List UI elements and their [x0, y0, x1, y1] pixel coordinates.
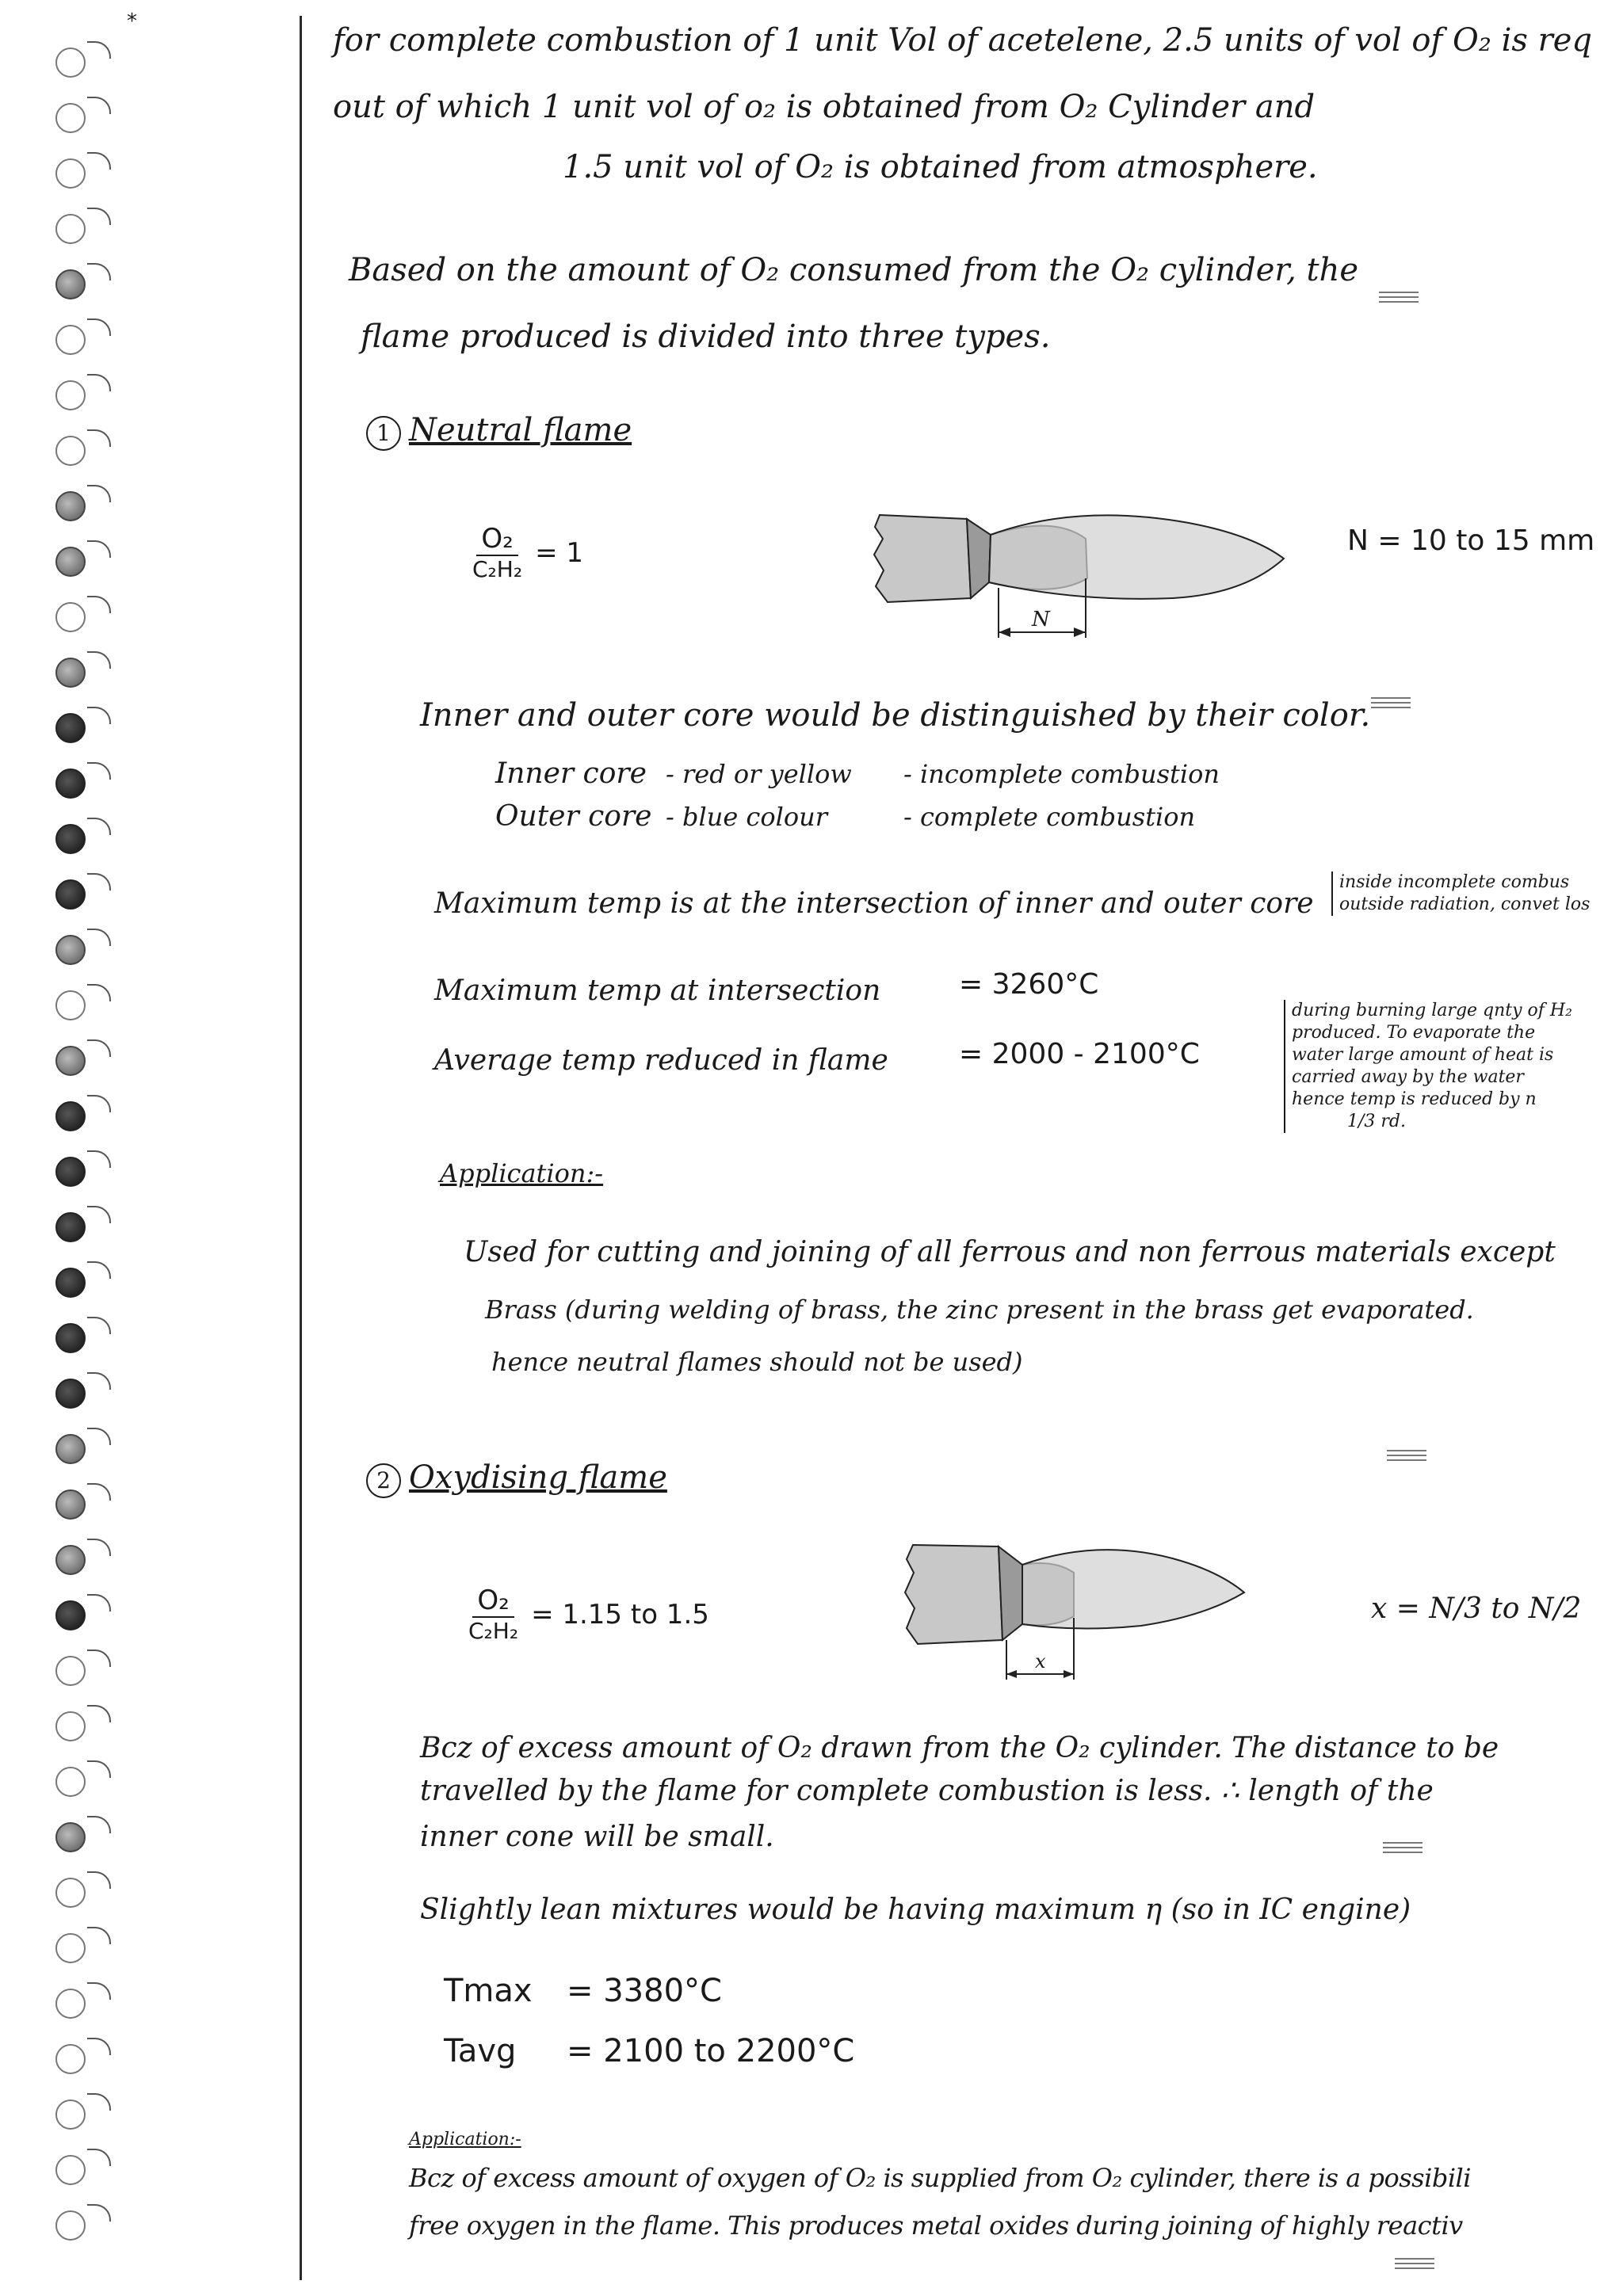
- binding-hook: [87, 1317, 111, 1334]
- binding-hook: [87, 208, 111, 225]
- oxidising-app-label: Application:-: [409, 2130, 521, 2149]
- outer-core-note: - complete combustion: [903, 802, 1196, 832]
- binding-hole: [55, 48, 86, 78]
- core-line: Inner and outer core would be distinguished by their color.: [420, 697, 1371, 734]
- oxidising-line-1: Bcz of excess amount of O₂ drawn from the O₂ cylinder. The distance to be: [420, 1732, 1499, 1764]
- binding-hook: [87, 1039, 111, 1057]
- bracket-note-line: 1/3 rd.: [1347, 1112, 1406, 1131]
- oxidising-line-3: inner cone will be small.: [420, 1821, 774, 1853]
- neutral-title: Neutral flame: [409, 412, 632, 448]
- neutral-app-line-2: Brass (during welding of brass, the zinc present in the brass get evaporated.: [485, 1295, 1474, 1325]
- binding-hook: [87, 1594, 111, 1611]
- binding-hook: [87, 1261, 111, 1279]
- intro-line-2: out of which 1 unit vol of o₂ is obtained from O₂ Cylinder and: [333, 89, 1316, 125]
- maxtemp-label: Maximum temp at intersection: [434, 974, 881, 1007]
- binding-hook: [87, 1927, 111, 1944]
- neutral-ratio: [468, 523, 583, 582]
- avgtemp-label: Average temp reduced in flame: [434, 1044, 888, 1077]
- oxidising-heading: [366, 1459, 667, 1498]
- binding-hook: [87, 374, 111, 391]
- binding-hole: [55, 990, 86, 1020]
- binding-hole: [55, 1933, 86, 1963]
- binding-hole: [55, 214, 86, 244]
- binding-hook: [87, 1760, 111, 1778]
- oxidising-title: Oxydising flame: [409, 1459, 667, 1496]
- neutral-app-line-1: Used for cutting and joining of all ferrous and non ferrous materials except: [464, 1236, 1556, 1268]
- neutral-heading: [366, 412, 632, 451]
- oxidising-line-2: travelled by the flame for complete combustion is less. ∴ length of the: [420, 1775, 1434, 1807]
- binding-hole: [55, 713, 86, 743]
- binding-hole: [55, 935, 86, 965]
- oxidising-flame-sketch: [903, 1529, 1268, 1688]
- tmax-value: = 3380°C: [567, 1973, 722, 2009]
- binding-hook: [87, 1095, 111, 1112]
- inner-core-note: - incomplete combustion: [903, 759, 1220, 789]
- side-note-2: outside radiation, convet los: [1339, 894, 1591, 914]
- margin-tick: [1387, 1450, 1426, 1469]
- binding-hook: [87, 1539, 111, 1556]
- binding-hole: [55, 824, 86, 854]
- maxtemp-value: = 3260°C: [959, 968, 1099, 1001]
- binding-hole: [55, 602, 86, 632]
- neutral-ratio-num: O₂: [476, 523, 517, 556]
- intro-line-3: 1.5 unit vol of O₂ is obtained from atmosphere.: [563, 149, 1318, 185]
- binding-hole: [55, 1323, 86, 1353]
- binding-hole: [55, 436, 86, 466]
- binding-hole: [55, 269, 86, 299]
- bracket-note-line: hence temp is reduced by n: [1292, 1089, 1537, 1109]
- binding-hole: [55, 325, 86, 355]
- inner-core-color: - red or yellow: [666, 759, 852, 789]
- binding-hole: [55, 2210, 86, 2241]
- binding-hook: [87, 2093, 111, 2111]
- binding-hook: [87, 2204, 111, 2222]
- binding-hole: [55, 1268, 86, 1298]
- binding-hook: [87, 929, 111, 946]
- binding-hook: [87, 596, 111, 613]
- binding-hole: [55, 2155, 86, 2185]
- binding-hook: [87, 540, 111, 558]
- binding-hook: [87, 263, 111, 280]
- binding-hole: [55, 879, 86, 910]
- binding-hook: [87, 651, 111, 669]
- binding-hook: [87, 41, 111, 59]
- neutral-dim-label: N: [1032, 608, 1050, 631]
- binding-hole: [55, 1656, 86, 1686]
- binding-hook: [87, 1372, 111, 1390]
- binding-hook: [87, 1150, 111, 1168]
- binding-hole: [55, 380, 86, 410]
- binding-hook: [87, 1982, 111, 2000]
- oxidising-dim-text: x = N/3 to N/2: [1371, 1592, 1582, 1625]
- binding-hole: [55, 658, 86, 688]
- maxtemp-line: Maximum temp is at the intersection of inner and outer core: [434, 887, 1314, 920]
- binding-hook: [87, 485, 111, 502]
- bracket-note-line: during burning large qnty of H₂: [1292, 1001, 1572, 1020]
- binding-hook: [87, 318, 111, 336]
- binding-hole: [55, 158, 86, 189]
- binding-hook: [87, 1483, 111, 1501]
- margin-line: [300, 16, 302, 2280]
- binding-hole: [55, 491, 86, 521]
- tmax-label: Tmax: [444, 1973, 533, 2009]
- neutral-app-label: Application:-: [440, 1158, 604, 1188]
- binding-hook: [87, 429, 111, 447]
- margin-tick: [1383, 1842, 1423, 1861]
- binding-hole: [55, 103, 86, 133]
- binding-hole: [55, 1046, 86, 1076]
- oxidising-ratio-den: C₂H₂: [468, 1618, 519, 1644]
- binding-hook: [87, 2038, 111, 2055]
- binding-hole: [55, 1489, 86, 1520]
- outer-core-label: Outer core: [495, 800, 652, 833]
- neutral-number: 1: [366, 416, 401, 451]
- binding-hole: [55, 1545, 86, 1575]
- binding-holes: [32, 24, 151, 2290]
- binding-hole: [55, 1434, 86, 1464]
- binding-hook: [87, 1206, 111, 1223]
- binding-hole: [55, 1989, 86, 2019]
- star-mark: *: [127, 10, 137, 33]
- oxidising-ratio-num: O₂: [472, 1585, 514, 1618]
- binding-hook: [87, 1428, 111, 1445]
- bracket-note-line: water large amount of heat is: [1292, 1045, 1554, 1065]
- inner-core-label: Inner core: [495, 757, 647, 790]
- tavg-value: = 2100 to 2200°C: [567, 2033, 855, 2069]
- binding-hole: [55, 1878, 86, 1908]
- binding-hole: [55, 769, 86, 799]
- binding-hole: [55, 1822, 86, 1852]
- types-line-1: Based on the amount of O₂ consumed from the O₂ cylinder, the: [349, 252, 1359, 288]
- lean-mixture-line: Slightly lean mixtures would be having maximum η (so in IC engine): [420, 1894, 1411, 1926]
- neutral-ratio-val: = 1: [535, 536, 583, 569]
- neutral-flame-sketch: [872, 499, 1331, 658]
- neutral-dim-text: N = 10 to 15 mm: [1347, 524, 1595, 557]
- binding-hook: [87, 707, 111, 724]
- margin-tick: [1395, 2258, 1434, 2277]
- binding-hook: [87, 97, 111, 114]
- binding-hook: [87, 984, 111, 1001]
- binding-hook: [87, 2149, 111, 2166]
- neutral-app-line-3: hence neutral flames should not be used): [491, 1347, 1023, 1377]
- binding-hole: [55, 1379, 86, 1409]
- neutral-ratio-den: C₂H₂: [472, 556, 523, 582]
- tavg-label: Tavg: [444, 2033, 517, 2069]
- bracket-note-line: produced. To evaporate the: [1292, 1023, 1536, 1043]
- binding-hole: [55, 547, 86, 577]
- binding-hole: [55, 2044, 86, 2074]
- binding-hole: [55, 1157, 86, 1187]
- binding-hook: [87, 1650, 111, 1667]
- margin-tick: [1371, 697, 1411, 716]
- intro-line-1: for complete combustion of 1 unit Vol of acetelene, 2.5 units of vol of O₂ is req: [333, 22, 1593, 59]
- binding-hole: [55, 1101, 86, 1131]
- oxidising-ratio: [464, 1585, 709, 1644]
- avgtemp-bracket-note: [1284, 1000, 1572, 1133]
- binding-hole: [55, 2100, 86, 2130]
- binding-hole: [55, 1212, 86, 1242]
- binding-hole: [55, 1767, 86, 1797]
- binding-hook: [87, 152, 111, 170]
- maxtemp-side-note: [1331, 871, 1590, 916]
- binding-hole: [55, 1711, 86, 1741]
- types-line-2: flame produced is divided into three types.: [361, 318, 1051, 355]
- bracket-note-line: carried away by the water: [1292, 1067, 1524, 1087]
- binding-hole: [55, 1600, 86, 1630]
- binding-hook: [87, 818, 111, 835]
- outer-core-color: - blue colour: [666, 802, 828, 832]
- binding-hook: [87, 1871, 111, 1889]
- oxidising-app-line-2: free oxygen in the flame. This produces metal oxides during joining of highly reactiv: [409, 2210, 1463, 2241]
- side-note-1: inside incomplete combus: [1339, 872, 1570, 892]
- avgtemp-value: = 2000 - 2100°C: [959, 1038, 1200, 1070]
- margin-tick: [1379, 292, 1419, 311]
- oxidising-app-line-1: Bcz of excess amount of oxygen of O₂ is supplied from O₂ cylinder, there is a possibili: [409, 2163, 1472, 2193]
- binding-hook: [87, 762, 111, 780]
- oxidising-number: 2: [366, 1463, 401, 1498]
- binding-hook: [87, 1705, 111, 1722]
- binding-hook: [87, 873, 111, 891]
- binding-hook: [87, 1816, 111, 1833]
- oxidising-dim-label: x: [1035, 1650, 1046, 1672]
- oxidising-ratio-val: = 1.15 to 1.5: [531, 1598, 709, 1630]
